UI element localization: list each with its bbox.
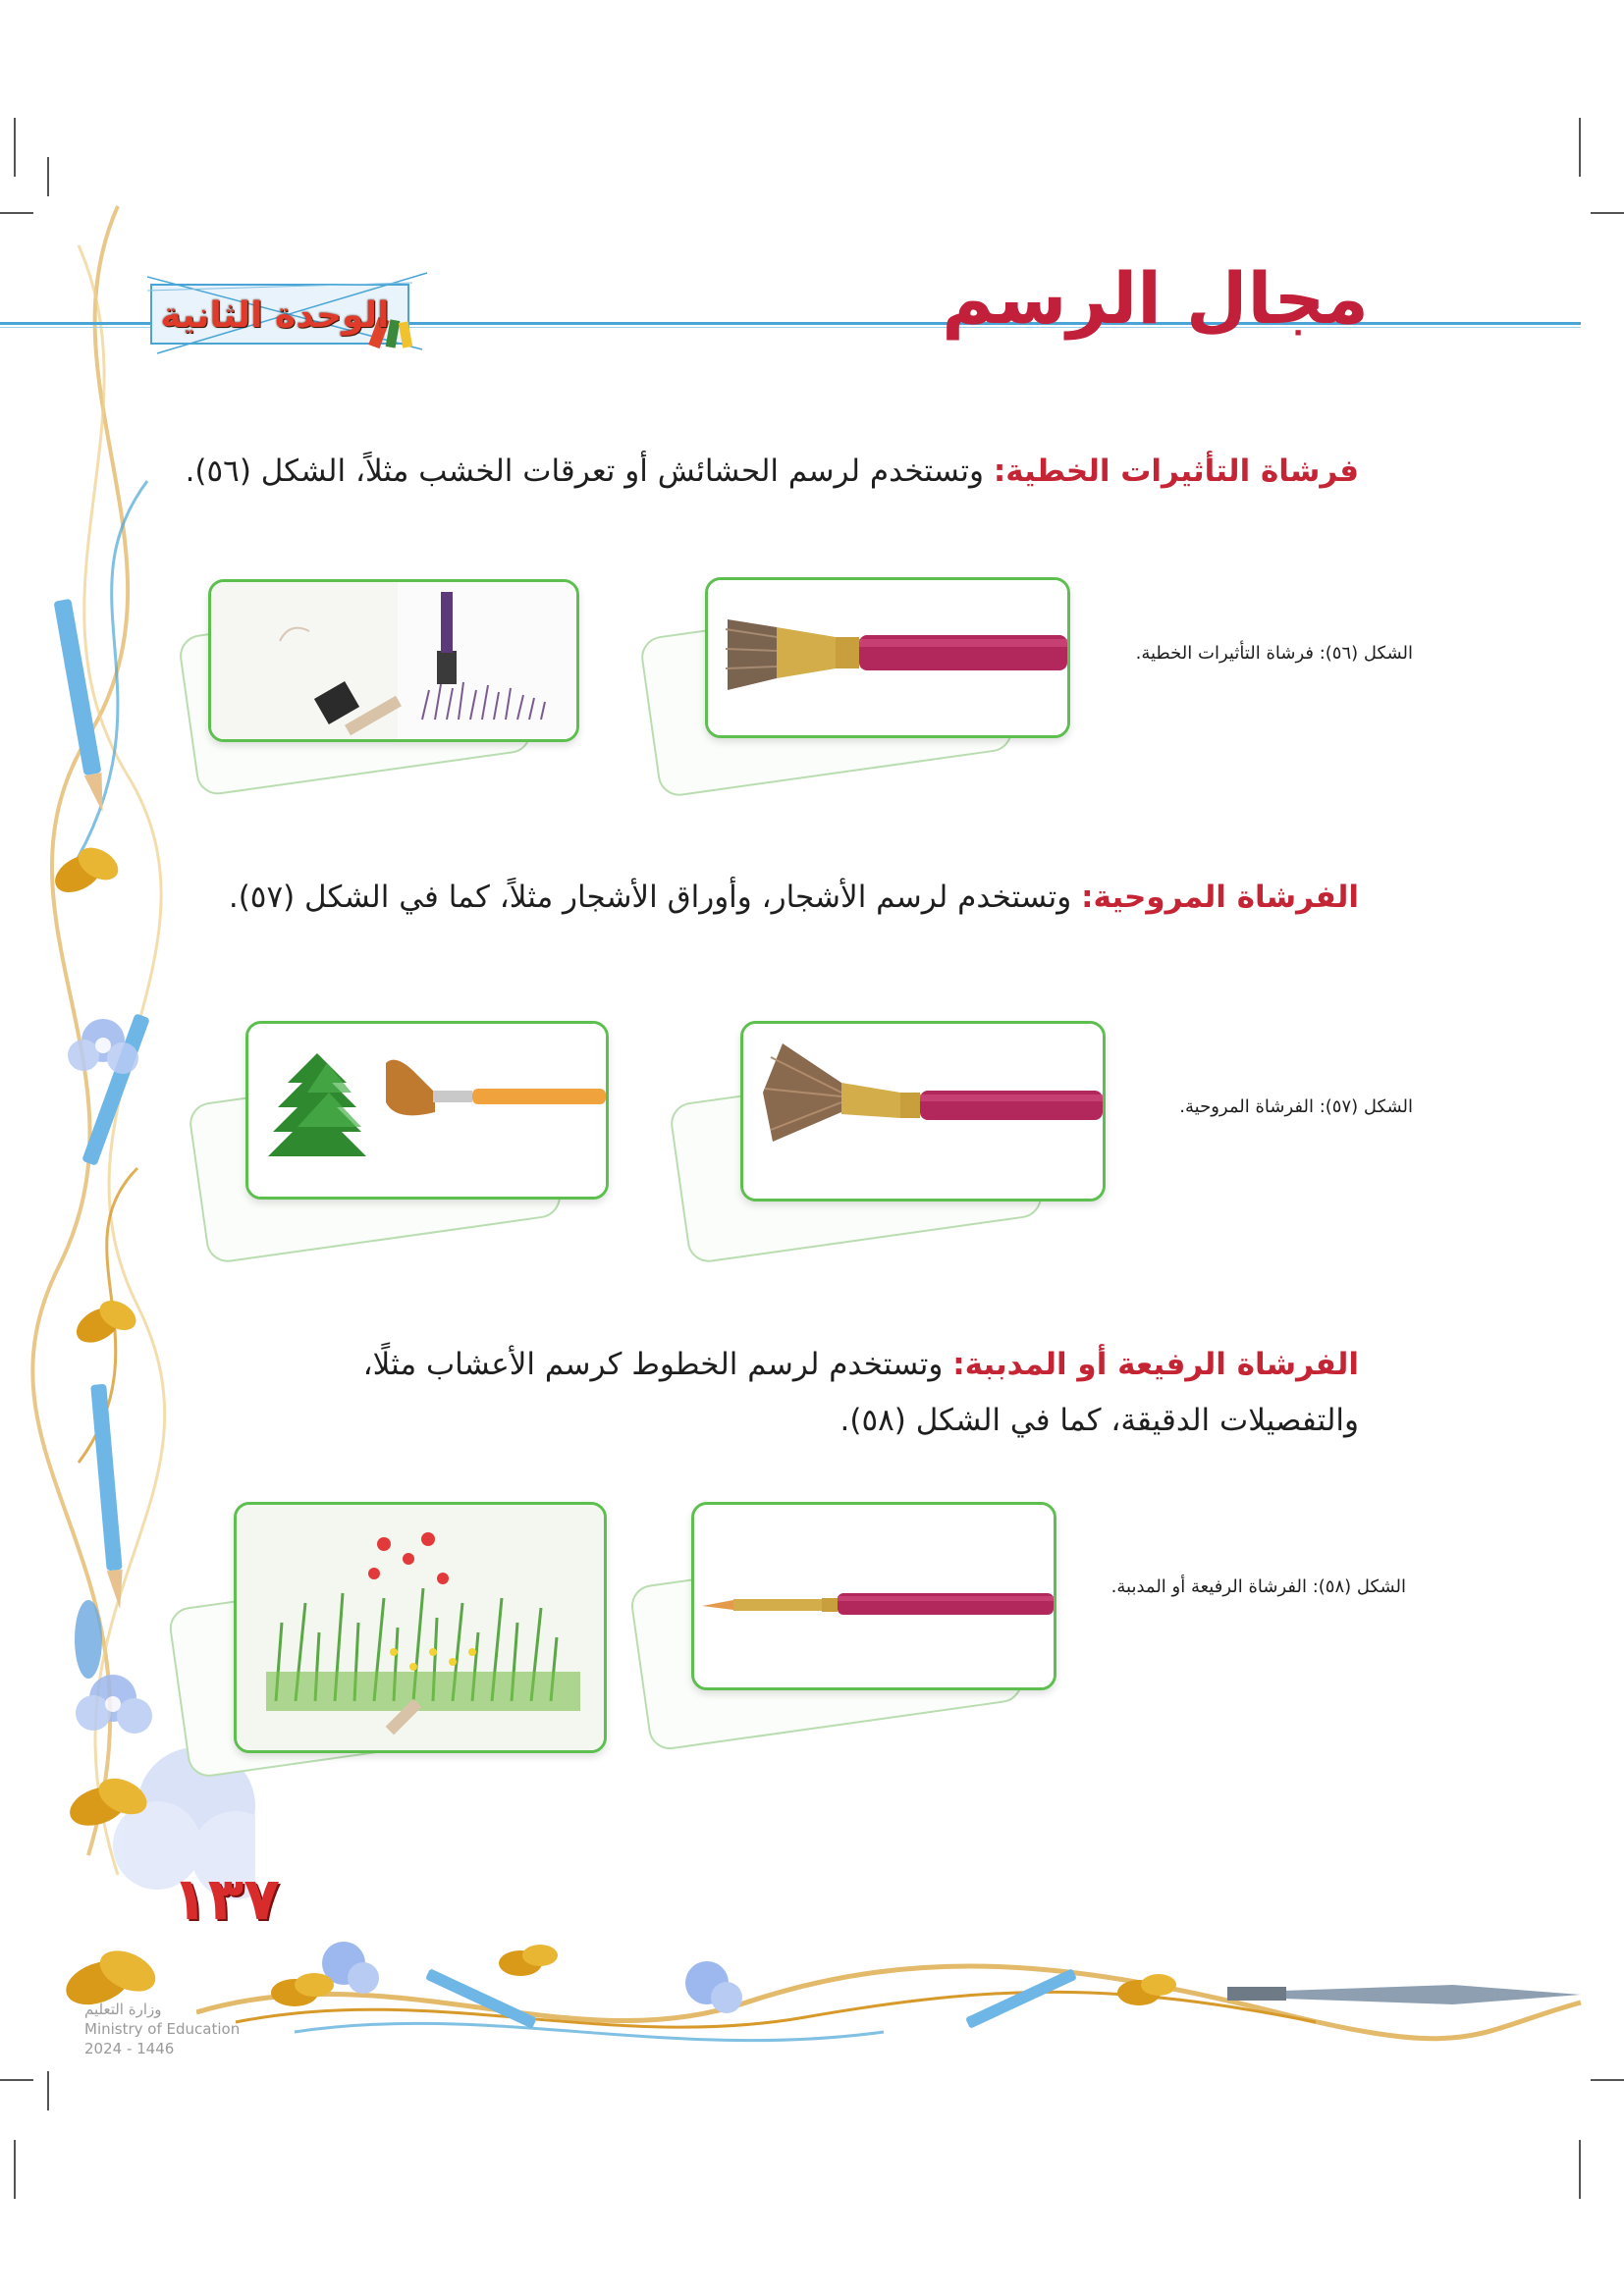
crop-mark: [14, 2140, 16, 2199]
figure-caption: الشكل (٥٦): فرشاة التأثيرات الخطية.: [1135, 643, 1413, 664]
crop-mark: [1591, 2079, 1624, 2081]
section-term: الفرشاة الرفيعة أو المدببة:: [952, 1347, 1359, 1382]
butterfly-icon: [499, 1945, 558, 1976]
crop-mark: [47, 2071, 49, 2110]
figure-caption: الشكل (٥٧): الفرشاة المروحية.: [1179, 1096, 1413, 1117]
decorative-bottom-border: [196, 1924, 1591, 2061]
brush-stroke-demo-image: [211, 582, 576, 739]
flower-icon: [685, 1961, 742, 2013]
fan-brush-image: [743, 1024, 1103, 1199]
figure-card: [234, 1502, 607, 1753]
watermark: وزارة التعليم: [84, 2001, 162, 2018]
figure-card: [740, 1021, 1106, 1201]
section-text: وتستخدم لرسم الحشائش أو تعرقات الخشب مثلاً، الشكل (٥٦).: [185, 454, 994, 489]
pencil-icon: [90, 1384, 126, 1611]
pencil-icon: [425, 1968, 537, 2029]
butterfly-icon: [48, 841, 124, 900]
watermark: 2024 - 1446: [84, 2040, 175, 2057]
watermark: Ministry of Education: [84, 2020, 241, 2038]
crop-mark: [1579, 118, 1581, 177]
crop-mark: [1579, 2140, 1581, 2199]
pencil-icon: [965, 1968, 1077, 2029]
section-text: وتستخدم لرسم الخطوط كرسم الأعشاب مثلًا، والتفصيلات الدقيقة، كما في الشكل (٥٨).: [362, 1347, 1359, 1439]
butterfly-icon: [71, 1295, 141, 1350]
pencil-icon: [54, 599, 109, 815]
round-brush-image: [694, 1505, 1054, 1687]
figure-card: [208, 579, 579, 742]
page-title: مجال الرسم: [942, 257, 1369, 340]
fan-brush-tree-image: [248, 1024, 606, 1197]
page-number: ١٣٧: [172, 1865, 280, 1934]
flower-icon: [76, 1675, 152, 1734]
crop-mark: [0, 2079, 33, 2081]
section-paragraph: [181, 444, 1359, 500]
unit-label: الوحدة الثانية: [160, 294, 390, 336]
section-paragraph: [181, 870, 1359, 926]
paintbrush-icon: [1227, 1985, 1581, 2004]
crop-mark: [1591, 212, 1624, 214]
figure-caption: الشكل (٥٨): الفرشاة الرفيعة أو المدببة.: [1110, 1576, 1406, 1597]
section-term: الفرشاة المروحية:: [1081, 880, 1359, 915]
section-text: وتستخدم لرسم الأشجار، وأوراق الأشجار مثلاً، كما في الشكل (٥٧).: [228, 880, 1082, 915]
figure-card: [705, 577, 1070, 738]
figure-card: [245, 1021, 609, 1200]
section-paragraph: [220, 1337, 1359, 1450]
section-term: فرشاة التأثيرات الخطية:: [993, 454, 1359, 489]
butterfly-icon: [271, 1973, 334, 2006]
crop-mark: [14, 118, 16, 177]
grass-painting-image: [237, 1505, 604, 1750]
brush-image: [708, 580, 1067, 735]
figure-card: [691, 1502, 1056, 1690]
